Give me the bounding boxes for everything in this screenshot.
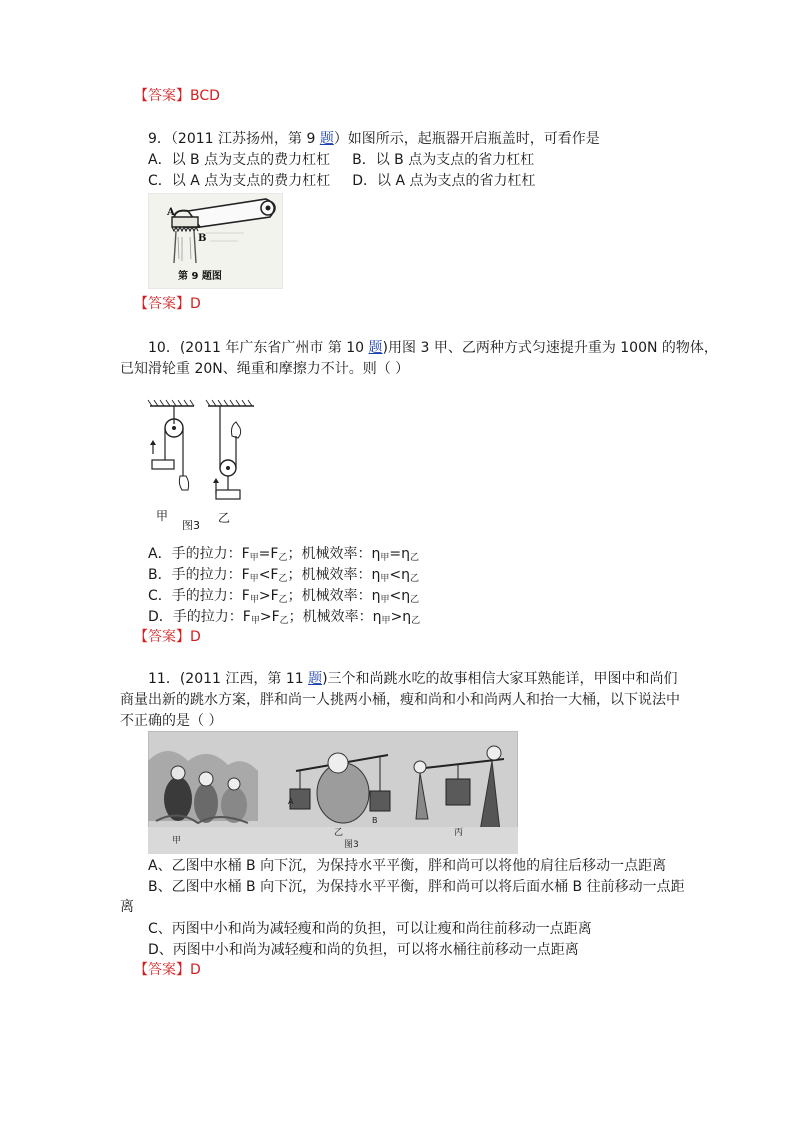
option-subscript: 甲	[249, 595, 259, 605]
option-text: ；机械效率：η	[287, 546, 381, 562]
option-subscript: 乙	[410, 595, 420, 605]
option-c: C．以 A 点为支点的费力杠杠	[148, 173, 331, 189]
option-text: B．手的拉力：F	[148, 567, 250, 583]
three-monks-figure	[148, 731, 518, 854]
option-subscript: 乙	[278, 595, 288, 605]
bottle-opener-figure	[148, 193, 283, 289]
option-text: C．手的拉力：F	[148, 588, 250, 604]
q10-stem-line-1	[148, 338, 718, 358]
question-source-link[interactable]: 题	[368, 340, 383, 356]
option-text: =F	[258, 546, 279, 562]
answer-line-q10	[134, 627, 201, 647]
answer-line-q8	[134, 86, 220, 106]
option-subscript: 甲	[380, 595, 390, 605]
figure-label-a: A	[288, 797, 294, 806]
answer-line-q11	[134, 960, 201, 980]
figure-label-b: B	[198, 233, 207, 244]
option-subscript: 甲	[249, 553, 259, 563]
answer-label: 【答案】	[134, 88, 190, 104]
q11-stem-line-2	[120, 690, 680, 710]
figure-label-bing: 丙	[454, 828, 464, 838]
option-text: <F	[258, 567, 279, 583]
question-number: 10	[148, 340, 166, 356]
q9-options-row-1	[148, 150, 534, 170]
figure-label-yi: 乙	[218, 511, 231, 525]
question-source: ．(2011 江西，第 11	[165, 671, 309, 687]
question-stem: )用图 3 甲、乙两种方式匀速提升重为 100N 的物体，	[382, 340, 718, 356]
option-subscript: 甲	[380, 553, 390, 563]
question-source-link[interactable]: 题	[319, 131, 334, 147]
q11-option-d	[148, 940, 579, 960]
question-stem: )三个和尚跳水吃的故事相信大家耳熟能详，甲图中和尚们	[322, 671, 678, 687]
answer-label: 【答案】	[134, 962, 190, 978]
option-subscript: 乙	[409, 553, 419, 563]
figure-label-jia: 甲	[172, 836, 182, 846]
option-text: ；机械效率：η	[287, 588, 381, 604]
answer-line-q9	[134, 294, 201, 314]
figure-label-yi: 乙	[334, 828, 344, 838]
option-text: =η	[389, 546, 410, 562]
option-subscript: 乙	[278, 553, 288, 563]
option-text: >F	[259, 609, 280, 625]
q11-option-b-line-2	[120, 897, 134, 917]
option-a: A．以 B 点为支点的费力杠杠	[148, 152, 331, 168]
question-source: ．(2011 年广东省广州市 第 10	[165, 340, 369, 356]
option-subscript: 乙	[279, 616, 289, 626]
option-subscript: 甲	[381, 616, 391, 626]
option-subscript: 甲	[250, 616, 260, 626]
option-c: C、丙图中小和尚为减轻瘦和尚的负担，可以让瘦和尚往前移动一点距离	[148, 921, 592, 937]
option-subscript: 甲	[380, 574, 390, 584]
option-text: <η	[389, 588, 411, 604]
q11-stem-line-3	[120, 711, 222, 731]
answer-label: 【答案】	[134, 296, 190, 312]
figure-label-b: B	[372, 816, 378, 825]
q9-stem	[148, 129, 600, 149]
option-text: ；机械效率：η	[288, 609, 382, 625]
answer-value: D	[190, 296, 201, 312]
option-b: B、乙图中水桶 B 向下沉，为保持水平平衡，胖和尚可以将后面水桶 B 往前移动一点距	[148, 879, 685, 895]
q11-option-b-line-1	[148, 877, 685, 897]
question-number: 9	[148, 131, 157, 147]
option-text: <η	[389, 567, 410, 583]
option-subscript: 甲	[249, 574, 259, 584]
option-subscript: 乙	[411, 616, 421, 626]
answer-value: BCD	[190, 88, 220, 104]
q11-option-c	[148, 919, 592, 939]
q9-options-row-2	[148, 171, 536, 191]
option-subscript: 乙	[278, 574, 288, 584]
figure-label-jia: 甲	[156, 509, 169, 523]
question-source-link[interactable]: 题	[308, 671, 323, 687]
q11-option-a	[148, 856, 666, 876]
pulley-figure	[144, 398, 264, 530]
figure-caption: 图3	[344, 840, 359, 850]
question-stem: 已知滑轮重 20N、绳重和摩擦力不计。则（ ）	[120, 361, 410, 377]
answer-value: D	[190, 962, 201, 978]
figure-caption: 图3	[182, 519, 200, 530]
question-source: ．（2011 江苏扬州，第 9	[156, 131, 320, 147]
option-d: D．以 A 点为支点的省力杠杠	[352, 173, 536, 189]
option-subscript: 乙	[410, 574, 420, 584]
option-text: ；机械效率：η	[287, 567, 381, 583]
option-text: >η	[390, 609, 412, 625]
figure-label-a: A	[167, 207, 175, 218]
option-b-continued: 离	[120, 899, 134, 915]
question-stem: 不正确的是（ ）	[120, 713, 223, 729]
option-a: A、乙图中水桶 B 向下沉，为保持水平平衡，胖和尚可以将他的肩往后移动一点距离	[148, 858, 667, 874]
question-stem: 商量出新的跳水方案，胖和尚一人挑两小桶，瘦和尚和小和尚两人和抬一大桶，以下说法中	[120, 692, 680, 708]
question-number: 11	[148, 671, 166, 687]
question-stem: ）如图所示，起瓶器开启瓶盖时，可看作是	[333, 131, 600, 147]
answer-value: D	[190, 629, 201, 645]
answer-label: 【答案】	[134, 629, 190, 645]
option-text: >F	[258, 588, 279, 604]
option-text: A．手的拉力：F	[148, 546, 250, 562]
q10-stem-line-2	[120, 359, 409, 379]
option-d: D、丙图中小和尚为减轻瘦和尚的负担，可以将水桶往前移动一点距离	[148, 942, 579, 958]
option-b: B．以 B 点为支点的省力杠杠	[352, 152, 535, 168]
q11-stem-line-1	[148, 669, 678, 689]
figure-caption: 第 9 题图	[178, 271, 222, 282]
option-text: D．手的拉力：F	[148, 609, 251, 625]
